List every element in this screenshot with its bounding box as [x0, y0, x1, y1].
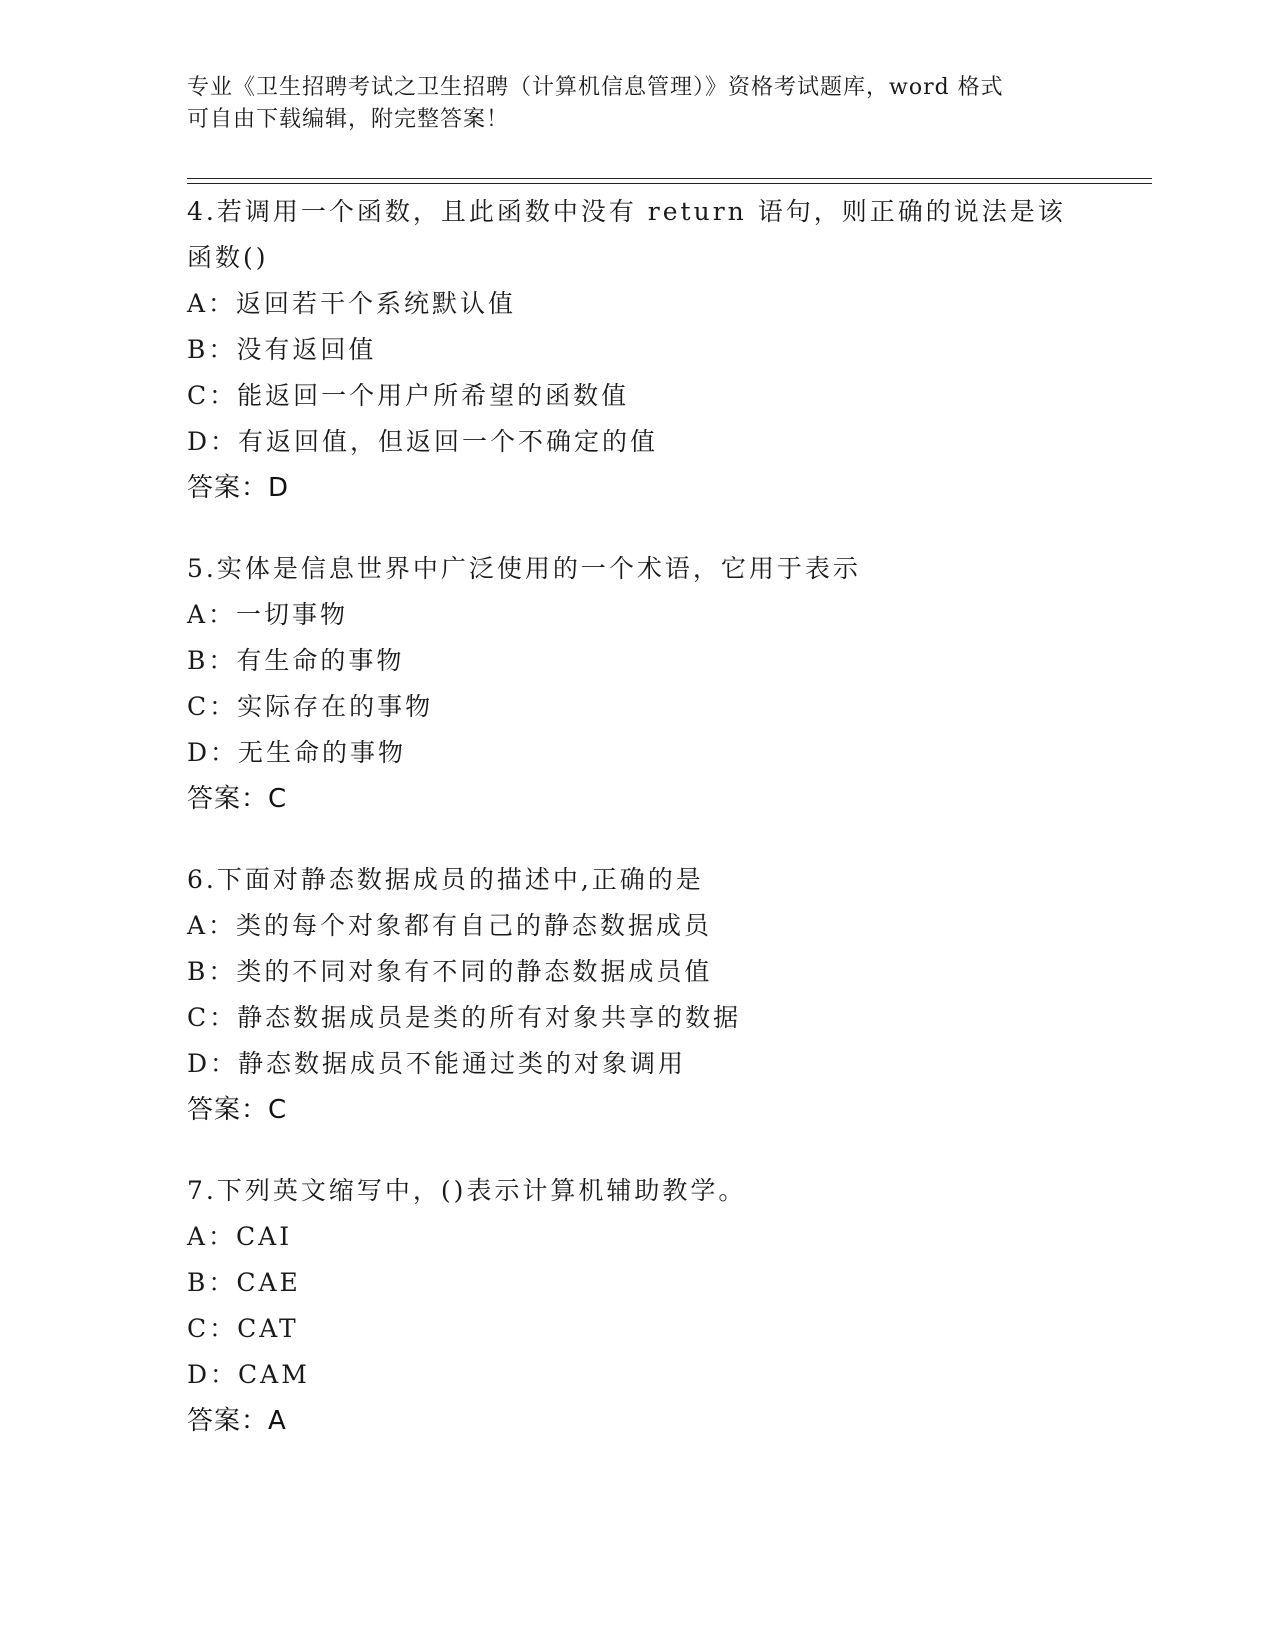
option-c: C：实际存在的事物: [187, 692, 434, 721]
header-title-line-2: 可自由下载编辑，附完整答案！: [187, 107, 510, 132]
document-header: [187, 72, 1087, 136]
option-c: C：静态数据成员是类的所有对象共享的数据: [187, 1003, 742, 1032]
option-b: B：没有返回值: [187, 335, 377, 364]
option-d: D：CAM: [187, 1360, 310, 1389]
option-a: A：CAI: [187, 1222, 293, 1251]
question-6: [187, 857, 1087, 1133]
option-d: D：有返回值，但返回一个不确定的值: [187, 427, 659, 456]
header-title-line-1: 专业《卫生招聘考试之卫生招聘（计算机信息管理）》资格考试题库，word 格式: [187, 75, 1004, 100]
question-text: 7.下列英文缩写中，()表示计算机辅助教学。: [187, 1176, 747, 1205]
answer-label: 答案：A: [187, 1406, 287, 1436]
option-a: A：返回若干个系统默认值: [187, 289, 517, 318]
option-a: A：一切事物: [187, 600, 349, 629]
option-a: A：类的每个对象都有自己的静态数据成员: [187, 911, 713, 940]
option-d: D：无生命的事物: [187, 738, 407, 767]
question-text-continued: 函数(): [187, 243, 269, 272]
answer-label: 答案：C: [187, 784, 288, 814]
option-c: C：能返回一个用户所希望的函数值: [187, 381, 630, 410]
answer-label: 答案：C: [187, 1095, 288, 1125]
option-b: B：有生命的事物: [187, 646, 405, 675]
question-5: [187, 546, 1087, 822]
question-4: [187, 189, 1087, 511]
question-text: 5.实体是信息世界中广泛使用的一个术语，它用于表示: [187, 554, 861, 583]
question-text: 6.下面对静态数据成员的描述中,正确的是: [187, 865, 704, 894]
option-c: C：CAT: [187, 1314, 299, 1343]
question-text: 4.若调用一个函数，且此函数中没有 return 语句，则正确的说法是该: [187, 197, 1066, 226]
question-list: [187, 189, 1087, 1479]
option-b: B：类的不同对象有不同的静态数据成员值: [187, 957, 713, 986]
header-divider-bottom: [187, 183, 1152, 184]
option-b: B：CAE: [187, 1268, 301, 1297]
answer-label: 答案：D: [187, 473, 290, 503]
option-d: D：静态数据成员不能通过类的对象调用: [187, 1049, 687, 1078]
header-divider-top: [187, 178, 1152, 179]
question-7: [187, 1168, 1087, 1444]
